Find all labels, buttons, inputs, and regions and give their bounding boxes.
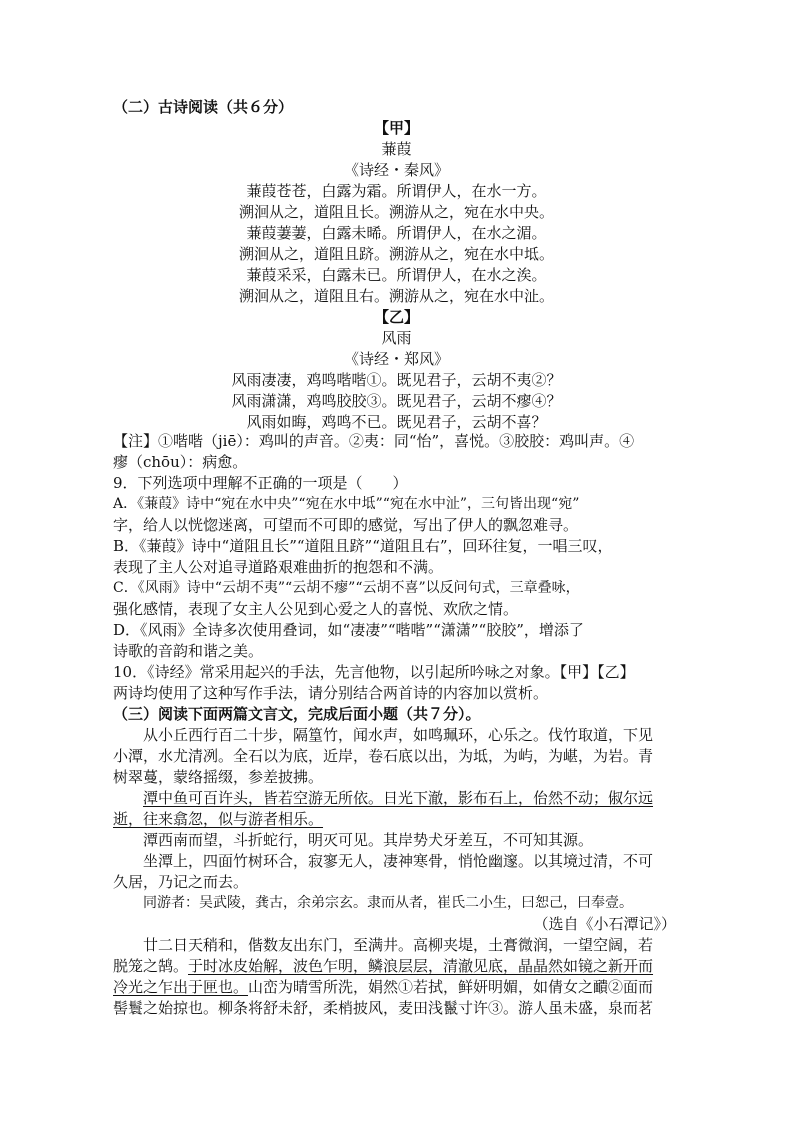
question-9-option-line: D．《风雨》全诗多次使用叠词，如“凄凄”“喈喈”“潇潇”“胶胶”，增添了: [113, 621, 584, 639]
poem-jia-tag: 【甲】: [373, 119, 419, 137]
text2-plain-segment: 山峦为晴雪所洗，娟然①若拭，鲜妍明媚，如倩女之靧②面而: [248, 978, 654, 996]
text2-underlined-segment: 冷光之乍出于匣也。: [113, 978, 249, 996]
question-9-option-line: 诗歌的音韵和谐之美。: [113, 642, 264, 660]
poem-yi-title: 风雨: [381, 329, 412, 347]
text1-source: （选自《小石潭记》）: [533, 915, 676, 933]
poem-yi-source: 《诗经・郑风》: [343, 350, 449, 368]
text1-paragraph-line: 久居，乃记之而去。: [113, 873, 249, 891]
question-9-option-line: A．《蒹葭》诗中“宛在水中央”“宛在水中坻”“宛在水中沚”，三句皆出现“宛”: [113, 496, 580, 512]
poem-jia-line: 蒹葭采采，白露未已。所谓伊人，在水之涘。: [246, 266, 547, 284]
poem-jia-line: 溯洄从之，道阻且长。溯游从之，宛在水中央。: [238, 203, 554, 221]
poem-jia-line: 蒹葭苍苍，白露为霜。所谓伊人，在水一方。: [246, 182, 547, 200]
poem-jia-line: 蒹葭萋萋，白露未晞。所谓伊人，在水之湄。: [246, 224, 547, 242]
question-10-line: 两诗均使用了这种写作手法，请分别结合两首诗的内容加以赏析。: [113, 684, 549, 702]
text2-paragraph-line: [113, 956, 653, 977]
text1-underlined-line: 逝，往来翕忽，似与游者相乐。: [113, 810, 324, 828]
section3-heading: （三）阅读下面两篇文言文，完成后面小题（共７分）。: [113, 705, 481, 723]
question-9-option-line: 强化感情，表现了女主人公见到心爱之人的喜悦、欢欣之情。: [113, 600, 519, 618]
question-10-line: 10．《诗经》常采用起兴的手法，先言他物，以引起所吟咏之对象。【甲】【乙】: [113, 663, 635, 681]
text1-paragraph-line: 坐潭上，四面竹树环合，寂寥无人，凄神寒骨，悄怆幽邃。以其境过清，不可: [143, 852, 654, 870]
section2-heading: （二）古诗阅读（共６分）: [113, 98, 294, 116]
poem-yi-line: 风雨凄凄，鸡鸣喈喈①。既见君子，云胡不夷②？: [231, 371, 562, 389]
text2-underlined-segment: 于时冰皮始解，波色乍明，鳞浪层层，清澈见底，晶晶然如镜之新开而: [188, 957, 654, 975]
poem-yi-line: 风雨如晦，鸡鸣不已。既见君子，云胡不喜？: [246, 413, 547, 431]
text2-paragraph-line: [113, 977, 653, 998]
text2-plain-segment: 脱笼之鹄。: [113, 957, 189, 975]
question-9-option-line: 表现了主人公对追寻道路艰难曲折的抱怨和不满。: [113, 558, 444, 576]
text2-paragraph-line: 廿二日天稍和，偕数友出东门，至满井。高柳夹堤，土膏微润，一望空阔，若: [143, 936, 654, 954]
annotation-line: 瘳（chōu）：病愈。: [113, 453, 248, 471]
poem-yi-line: 风雨潇潇，鸡鸣胶胶③。既见君子，云胡不瘳④？: [231, 392, 562, 410]
question-9-option-line: B．《蒹葭》诗中“道阻且长”“道阻且跻”“道阻且右”，回环往复，一唱三叹，: [113, 537, 613, 555]
annotation-line: 【注】①喈喈（jiē）：鸡叫的声音。②夷：同“怡”，喜悦。③胶胶：鸡叫声。④: [113, 432, 635, 450]
text1-paragraph-line: 潭西南而望，斗折蛇行，明灭可见。其岸势犬牙差互，不可知其源。: [143, 831, 594, 849]
text1-paragraph-line: 树翠蔓，蒙络摇缀，参差披拂。: [113, 768, 324, 786]
text1-paragraph-line: 同游者：吴武陵，龚古，余弟宗玄。隶而从者，崔氏二小生，曰恕己，曰奉壹。: [143, 895, 633, 911]
poem-jia-source: 《诗经・秦风》: [343, 161, 449, 179]
text2-paragraph-line: 髻鬟之始掠也。柳条将舒未舒，柔梢披风，麦田浅鬣寸许③。游人虽未盛，泉而茗: [113, 999, 654, 1017]
question-9-option-line: 字，给人以恍惚迷离，可望而不可即的感觉，写出了伊人的飘忽难寻。: [113, 516, 579, 534]
question-9-stem: 9．下列选项中理解不正确的一项是（ ）: [113, 474, 408, 492]
text1-paragraph-line: 小潭，水尤清冽。全石以为底，近岸，卷石底以出，为坻，为屿，为嵁，为岩。青: [113, 747, 654, 765]
text1-underlined-line: 潭中鱼可百许头，皆若空游无所依。日光下澈，影布石上，佁然不动；俶尔远: [143, 789, 654, 807]
text1-paragraph-line: 从小丘西行百二十步，隔篁竹，闻水声，如鸣珮环，心乐之。伐竹取道，下见: [143, 726, 654, 744]
poem-jia-line: 溯洄从之，道阻且右。溯游从之，宛在水中沚。: [238, 287, 554, 305]
poem-jia-line: 溯洄从之，道阻且跻。溯游从之，宛在水中坻。: [238, 245, 554, 263]
poem-jia-title: 蒹葭: [381, 140, 412, 158]
poem-yi-tag: 【乙】: [373, 308, 419, 326]
question-9-option-line: C．《风雨》诗中“云胡不夷”“云胡不瘳”“云胡不喜”以反问句式，三章叠咏，: [113, 580, 580, 596]
